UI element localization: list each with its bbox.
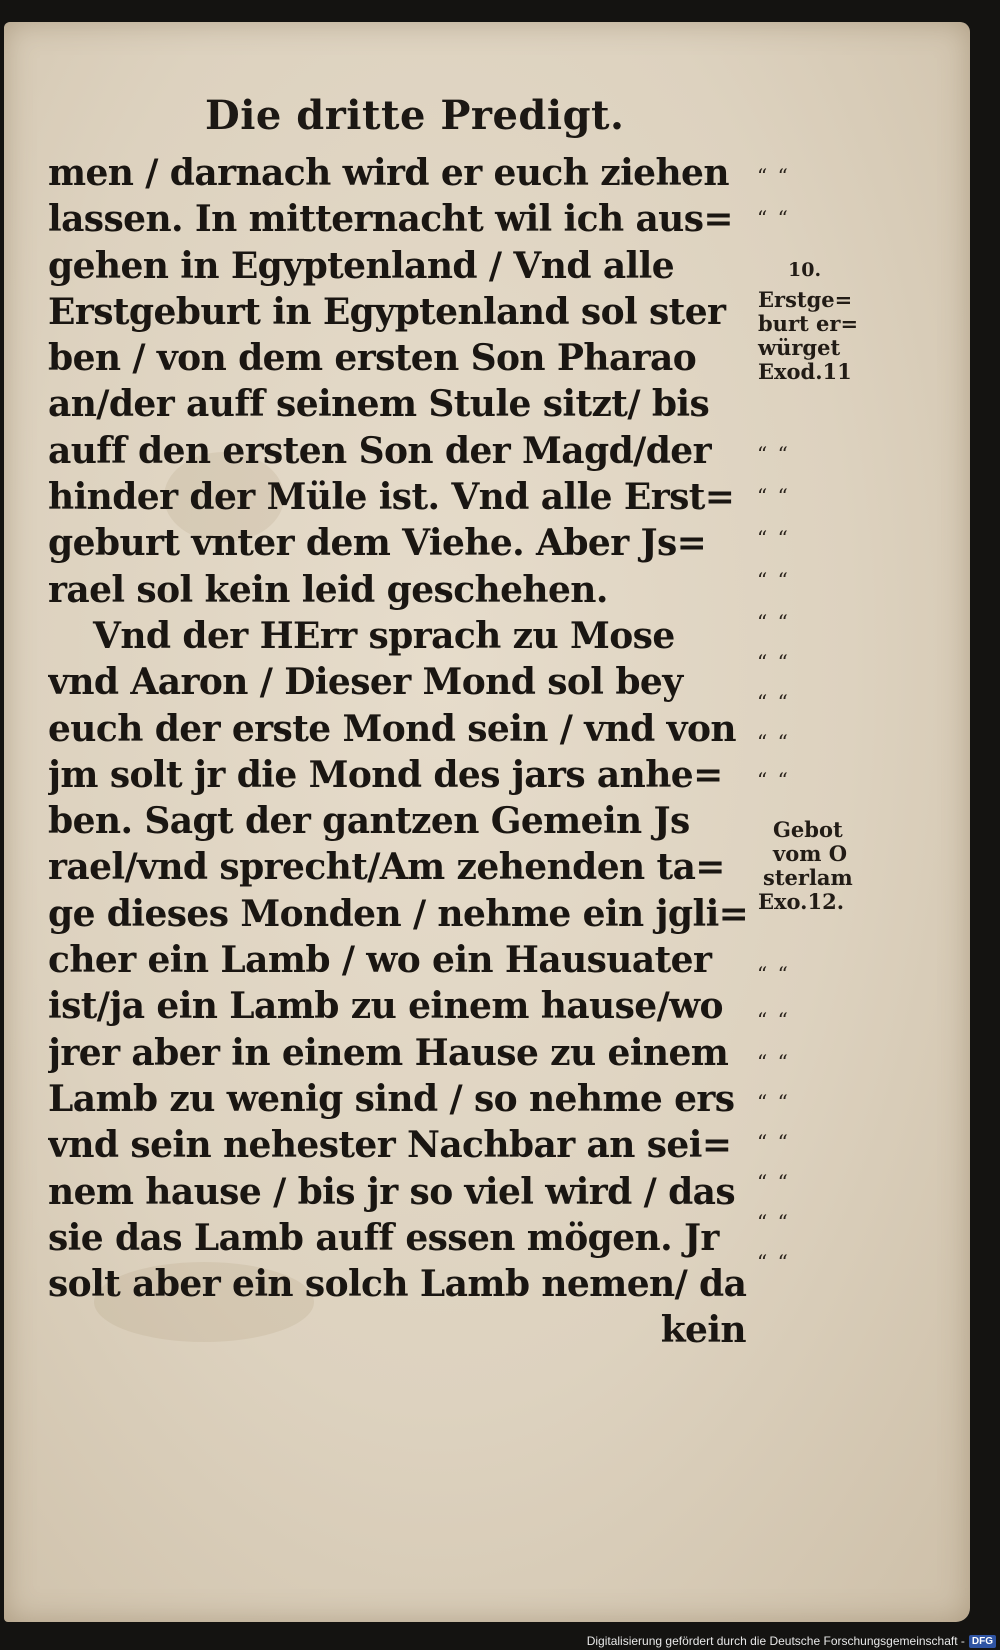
text-line: jrer aber in einem Hause zu einem — [48, 1031, 729, 1074]
note-line: Erstge= — [758, 287, 853, 312]
note-line: Exod.11 — [758, 359, 852, 384]
quotation-marks — [757, 150, 797, 1310]
text-line: auff den ersten Son der Magd/der — [48, 429, 711, 472]
text-line: nem hause / bis jr so viel wird / das — [48, 1170, 736, 1213]
text-line: vnd Aaron / Dieser Mond sol bey — [48, 661, 683, 704]
text-line: vnd sein nehester Nachbar an sei= — [48, 1124, 732, 1167]
quote-mark: “ “ — [757, 206, 790, 230]
text-line: solt aber ein solch Lamb nemen/ da — [48, 1263, 747, 1306]
note-line: würget — [758, 335, 841, 360]
quote-mark: “ “ — [757, 484, 790, 508]
quote-mark: “ “ — [757, 650, 790, 674]
text-line: ben. Sagt der gantzen Gemein Js — [48, 800, 690, 843]
text-line: sie das Lamb auff essen mögen. Jr — [48, 1216, 719, 1259]
quote-mark: “ “ — [757, 526, 790, 550]
verse-number-text: 10. — [788, 259, 822, 281]
quote-mark: “ “ — [757, 164, 790, 188]
running-heading: Die dritte Predigt. — [205, 92, 625, 139]
quote-mark: “ “ — [757, 568, 790, 592]
note-line: burt er= — [758, 311, 859, 336]
text-line: gehen in Egyptenland / Vnd alle — [48, 244, 675, 287]
text-line: ben / von dem ersten Son Pharao — [48, 337, 697, 380]
text-line: cher ein Lamb / wo ein Hausuater — [48, 939, 712, 982]
catchword: kein — [660, 1309, 746, 1352]
text-body — [48, 150, 748, 1354]
dfg-logo: DFG — [969, 1635, 996, 1648]
text-line: ge dieses Monden / nehme ein jgli= — [48, 892, 748, 935]
quote-mark: “ “ — [757, 1008, 790, 1032]
text-line: lassen. In mitternacht wil ich aus= — [48, 198, 733, 241]
quote-mark: “ “ — [757, 962, 790, 986]
note-line: sterlam — [763, 865, 853, 890]
text-line: geburt vnter dem Viehe. Aber Js= — [48, 522, 707, 565]
quote-mark: “ “ — [757, 1210, 790, 1234]
quote-mark: “ “ — [757, 1050, 790, 1074]
text-line: Erstgeburt in Egyptenland sol ster — [48, 290, 726, 333]
quote-mark: “ “ — [757, 1250, 790, 1274]
text-line: hinder der Müle ist. Vnd alle Erst= — [48, 476, 735, 519]
note-line: vom O — [773, 841, 848, 866]
text-line: Lamb zu wenig sind / so nehme ers — [48, 1077, 735, 1120]
quote-mark: “ “ — [757, 768, 790, 792]
quote-mark: “ “ — [757, 1090, 790, 1114]
text-line: Vnd der HErr sprach zu Mose — [93, 614, 675, 657]
footer-text: Digitalisierung gefördert durch die Deutsche Forschungsgemeinschaft - — [586, 1634, 965, 1648]
quote-mark: “ “ — [757, 1170, 790, 1194]
quote-mark: “ “ — [757, 610, 790, 634]
text-line: men / darnach wird er euch ziehen — [48, 152, 729, 194]
digitization-footer — [587, 1634, 996, 1648]
text-line: an/der auff seinem Stule sitzt/ bis — [48, 383, 710, 426]
quote-mark: “ “ — [757, 1130, 790, 1154]
quote-mark: “ “ — [757, 690, 790, 714]
text-line: rael sol kein leid geschehen. — [48, 568, 608, 611]
text-line: ist/ja ein Lamb zu einem hause/wo — [48, 985, 723, 1028]
note-line: Gebot — [773, 817, 843, 842]
text-line: rael/vnd sprecht/Am zehenden ta= — [48, 846, 725, 889]
note-line: Exo.12. — [758, 889, 845, 914]
quote-mark: “ “ — [757, 442, 790, 466]
text-line: euch der erste Mond sein / vnd von — [48, 707, 736, 750]
text-line: jm solt jr die Mond des jars anhe= — [48, 753, 723, 796]
quote-mark: “ “ — [757, 730, 790, 754]
